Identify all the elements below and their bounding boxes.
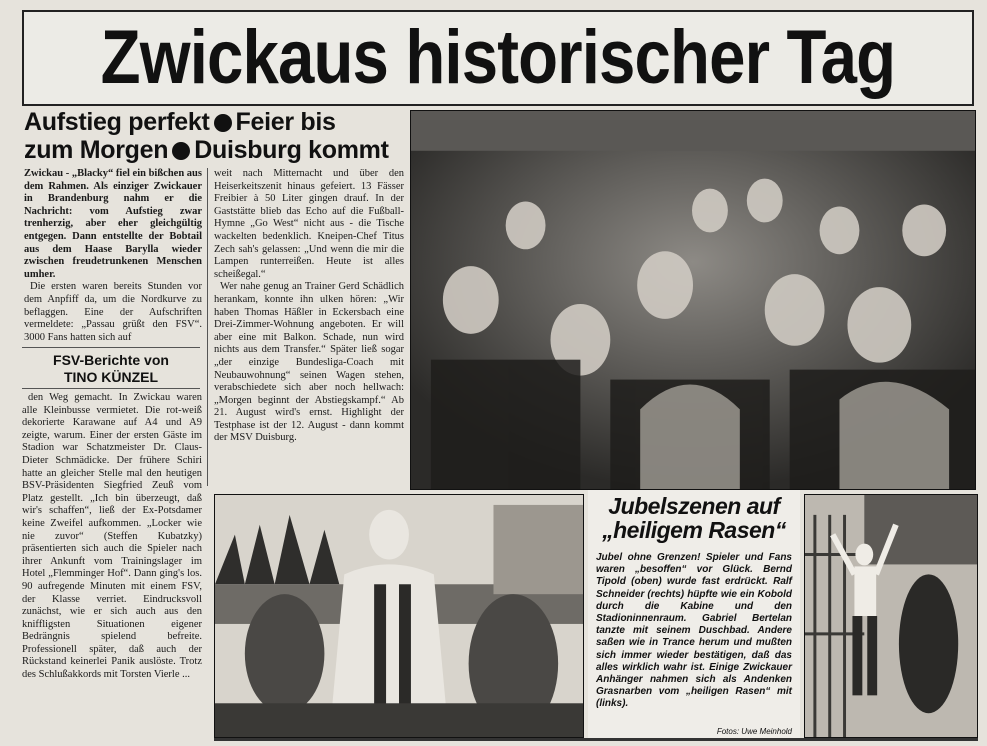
article-paragraph: Die ersten waren bereits Stunden vor dem Anpfiff da, um die Nordkurve zu beflaggen. Eine der Aufschriften vermeldete: „Passau grüßt den FSV“. 3000 Fans hatten sich auf — [24, 281, 202, 343]
caption-title-line: „heiligem Rasen“ — [602, 517, 786, 543]
column-divider — [207, 168, 208, 486]
fans-photo — [214, 494, 584, 738]
headline-box — [22, 10, 974, 106]
article-column-1-continued — [22, 392, 202, 738]
crowd-celebration-photo — [410, 110, 976, 490]
article-column-1 — [24, 168, 202, 344]
article-paragraph: den Weg gemacht. In Zwickau waren alle Kleinbusse vermietet. Die rot-weiß dekorierte Karawane auf A4 und A9 zeigte, warum. Einer der ersten Gäste im Stadion war Schatzmeister Dr. Claus-Dieter Schmädicke. Der frühere Schiri hatte an gleicher Stelle mal den heutigen BSV-Präsidenten Siegfried Zeuß vom Platz gestellt. „Ich bin überzeugt, daß wir's schaffen“, ließ der Ex-Potsdamer keine Zweifel aufkommen. „Locker wie nie zuvor“ (Steffen Kubatzky) präsentierten sich auch die Spieler nach ihrer Ankunft vom Trainingslager im Hotel „Flemminger Hof“. Dann ging's los. 90 aufregende Minuten mit einem FSV, der Klasse verriet. Eindrucksvoll zunächst, wie er sich auch aus den kniffligsten Situationen eigener Bedrängnis spielend befreite. Professionell später, daß auch der Rückstand keinerlei Panik auslöste. Trotz des Schlußakkords mit Torsten Vierle ... — [22, 392, 202, 681]
caption-title — [596, 494, 792, 542]
caption-title-line: Jubelszenen auf — [608, 493, 780, 519]
subheadline-part: Duisburg kommt — [194, 136, 389, 164]
article-paragraph: Zwickau - „Blacky“ fiel ein bißchen aus dem Rahmen. Als einziger Zwickauer in Brandenburg nahm er die Nachricht: vom Aufstieg zwar trenherzig, aber eher gleichgültig entgegen. Dann entstellte der Bobtail aus dem Haase Barylla wieder zwischen freudetrunkenen Menschen umher. — [24, 168, 202, 280]
byline-label: FSV-Berichte von — [53, 352, 169, 368]
player-photo-graphic — [805, 495, 977, 737]
article-column-2 — [214, 168, 404, 486]
crowd-photo-graphic — [411, 111, 975, 489]
fans-photo-graphic — [215, 495, 583, 737]
bottom-rule — [214, 738, 978, 741]
headline: Zwickaus historischer Tag — [100, 15, 896, 100]
subheadline-part: Aufstieg perfekt — [24, 108, 210, 136]
subheadline — [24, 108, 406, 166]
bullet-icon — [172, 142, 190, 160]
subheadline-part: zum Morgen — [24, 136, 169, 164]
article-paragraph: weit nach Mitternacht und über den Heiserkeitszenit hinaus gefeiert. 13 Fässer Freibier à 50 Liter gingen drauf. In der Gaststätte blieb das Echo auf die Fußball-Hymne „Go West“ nicht aus - die Tische wackelten bedenklich. Kneipen-Chef Titus Zech sah's gelassen: „Und wenn die mir die Lampen runterreißen. Heute ist alles scheißegal.“ — [214, 168, 404, 280]
byline — [22, 347, 200, 389]
caption-text: Jubel ohne Grenzen! Spieler und Fans waren „besoffen“ vor Glück. Bernd Tipold (oben) wurde fast erdrückt. Ralf Schneider (rechts) hüpfte wie ein Kobold durch die Kabine und den Stadioninnenraum. Gabriel Bertelan tanzte mit seinem Duschbad. Andere saßen wie in Trance herum und mußten sich immer wieder bestätigen, daß das alles wirklich wahr ist. Einige Zwickauer Anhänger nahmen sich als Andenken Grasnarben vom „heiligen Rasen“ mit (links). — [596, 552, 792, 710]
article-paragraph: Wer nahe genug an Trainer Gerd Schädlich herankam, konnte ihn ulken hören: „Wir haben Thomas Häßler in Eckersbach eine Drei-Zimmer-Wohnung angeboten. Er will aber eine mit Balkon. Schade, nun wird nichts aus dem Transfer.“ Später ließ sogar „der einzige Bundesliga-Coach mit Neubauwohnung“ seinen Wagen stehen, verabschiedete sich aber noch hellwach: „Morgen beginnt der Abstiegskampf.“ Ab 21. August wird's ernst. Highlight der Testphase ist der 12. August - dann kommt der MSV Duisburg. — [214, 281, 404, 444]
player-dancing-photo — [804, 494, 978, 738]
byline-author: TINO KÜNZEL — [63, 369, 159, 385]
bullet-icon — [214, 114, 232, 132]
photo-caption-box — [588, 490, 800, 738]
photo-credit: Fotos: Uwe Meinhold — [716, 727, 792, 736]
subheadline-part: Feier bis — [235, 108, 336, 136]
